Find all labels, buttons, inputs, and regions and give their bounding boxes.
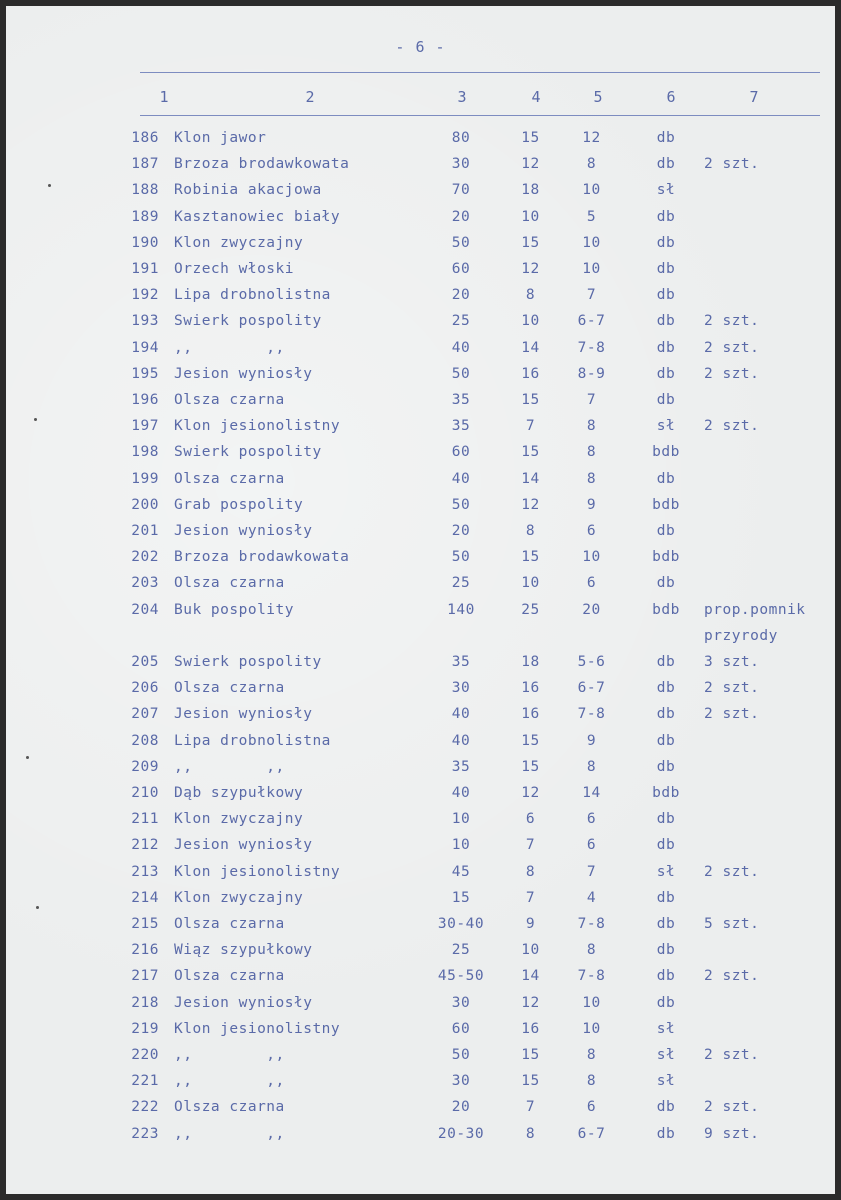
age-value: 40 bbox=[451, 732, 471, 749]
condition-value: db bbox=[656, 994, 676, 1011]
row-number: 200 bbox=[131, 496, 159, 513]
condition-value: db bbox=[656, 680, 676, 697]
species-name: Wiąz szypułkowy bbox=[174, 942, 313, 959]
diameter-value: 9 bbox=[586, 732, 597, 749]
table-row bbox=[6, 864, 835, 890]
species-name: Olsza czarna bbox=[174, 392, 285, 408]
age-value: 40 bbox=[451, 339, 471, 356]
condition-value: db bbox=[656, 575, 676, 592]
remarks-value: prop.pomnik bbox=[704, 601, 806, 618]
height-value: 8 bbox=[525, 863, 536, 880]
remarks-value: 2 szt. bbox=[704, 706, 760, 723]
species-name: Dąb szypułkowy bbox=[174, 785, 304, 801]
condition-value: db bbox=[656, 706, 676, 723]
species-name: Jesion wyniosły bbox=[174, 837, 313, 854]
condition-value: db bbox=[656, 156, 676, 173]
row-number: 223 bbox=[131, 1125, 159, 1142]
age-value: 20 bbox=[451, 287, 471, 304]
table-row bbox=[6, 444, 835, 470]
height-value: 8 bbox=[525, 523, 536, 539]
age-value: 20 bbox=[451, 208, 471, 225]
diameter-value: 8 bbox=[586, 758, 597, 775]
row-number: 221 bbox=[131, 1073, 159, 1090]
table-row bbox=[6, 471, 835, 497]
row-number: 207 bbox=[131, 706, 159, 723]
age-value: 40 bbox=[451, 785, 471, 801]
diameter-value: 6 bbox=[586, 523, 597, 539]
species-name: Brzoza brodawkowata bbox=[174, 549, 350, 566]
species-name: Olsza czarna bbox=[174, 916, 285, 932]
diameter-value: 8 bbox=[586, 1047, 597, 1063]
height-value: 15 bbox=[521, 758, 540, 775]
species-name: ,, ,, bbox=[174, 1125, 285, 1142]
diameter-value: 8-9 bbox=[577, 365, 606, 382]
row-number: 219 bbox=[131, 1020, 159, 1037]
table-row bbox=[6, 1047, 835, 1073]
age-value: 25 bbox=[451, 575, 471, 592]
condition-value: db bbox=[656, 916, 676, 932]
column-header-7: 7 bbox=[749, 88, 759, 106]
row-number: 214 bbox=[131, 889, 159, 906]
species-name: Klon jawor bbox=[174, 130, 267, 146]
paper-speck bbox=[34, 418, 37, 421]
column-header-1: 1 bbox=[159, 88, 169, 106]
species-name: Olsza czarna bbox=[174, 680, 285, 697]
height-value: 12 bbox=[521, 261, 540, 277]
age-value: 25 bbox=[451, 942, 471, 959]
species-name: ,, ,, bbox=[174, 758, 285, 775]
condition-value: db bbox=[656, 261, 676, 277]
species-name: ,, ,, bbox=[174, 339, 285, 356]
remarks-value-continued: przyrody bbox=[704, 627, 778, 644]
diameter-value: 14 bbox=[582, 785, 601, 801]
column-header-4: 4 bbox=[531, 88, 541, 106]
diameter-value: 6 bbox=[586, 575, 597, 592]
table-row bbox=[6, 366, 835, 392]
age-value: 140 bbox=[447, 601, 475, 618]
age-value: 25 bbox=[451, 313, 471, 330]
diameter-value: 6-7 bbox=[577, 1125, 606, 1142]
age-value: 80 bbox=[451, 130, 471, 146]
row-number: 192 bbox=[131, 287, 159, 304]
remarks-value: 2 szt. bbox=[704, 863, 760, 880]
condition-value: db bbox=[656, 130, 676, 146]
height-value: 7 bbox=[525, 1099, 536, 1116]
age-value: 40 bbox=[451, 470, 471, 487]
row-number: 211 bbox=[131, 811, 159, 828]
table-row bbox=[6, 418, 835, 444]
condition-value: db bbox=[656, 313, 676, 330]
table-row bbox=[6, 235, 835, 261]
table-row bbox=[6, 680, 835, 706]
row-number: 198 bbox=[131, 444, 159, 461]
table-row bbox=[6, 1021, 835, 1047]
table-row bbox=[6, 287, 835, 313]
age-value: 30 bbox=[451, 680, 471, 697]
table-row bbox=[6, 706, 835, 732]
height-value: 15 bbox=[521, 732, 540, 749]
table-row bbox=[6, 654, 835, 680]
height-value: 12 bbox=[521, 156, 540, 173]
remarks-value: 2 szt. bbox=[704, 313, 760, 330]
diameter-value: 8 bbox=[586, 1073, 597, 1090]
condition-value: db bbox=[656, 523, 676, 539]
condition-value: db bbox=[656, 470, 676, 487]
diameter-value: 10 bbox=[582, 549, 601, 566]
row-number: 213 bbox=[131, 863, 159, 880]
diameter-value: 20 bbox=[582, 601, 601, 618]
height-value: 14 bbox=[521, 339, 540, 356]
height-value: 6 bbox=[525, 811, 536, 828]
row-number: 208 bbox=[131, 732, 159, 749]
species-name: Olsza czarna bbox=[174, 1099, 285, 1116]
remarks-value: 9 szt. bbox=[704, 1125, 760, 1142]
condition-value: bdb bbox=[652, 549, 680, 566]
species-name: Jesion wyniosły bbox=[174, 523, 313, 539]
height-value: 15 bbox=[521, 549, 540, 566]
diameter-value: 7 bbox=[586, 863, 597, 880]
age-value: 30-40 bbox=[437, 916, 485, 932]
remarks-value: 2 szt. bbox=[704, 968, 760, 985]
table-row bbox=[6, 1099, 835, 1125]
diameter-value: 5 bbox=[586, 208, 597, 225]
condition-value: sł bbox=[656, 418, 676, 435]
age-value: 50 bbox=[451, 234, 471, 251]
paper-speck bbox=[26, 756, 29, 759]
age-value: 35 bbox=[451, 392, 471, 408]
height-value: 10 bbox=[521, 208, 540, 225]
remarks-value: 2 szt. bbox=[704, 1099, 760, 1116]
age-value: 50 bbox=[451, 549, 471, 566]
condition-value: db bbox=[656, 837, 676, 854]
condition-value: db bbox=[656, 234, 676, 251]
condition-value: db bbox=[656, 758, 676, 775]
row-number: 209 bbox=[131, 758, 159, 775]
document-page bbox=[6, 6, 835, 1194]
species-name: Olsza czarna bbox=[174, 470, 285, 487]
age-value: 30 bbox=[451, 156, 471, 173]
remarks-value: 2 szt. bbox=[704, 365, 760, 382]
species-name: Swierk pospolity bbox=[174, 444, 322, 461]
row-number: 188 bbox=[131, 182, 159, 199]
condition-value: db bbox=[656, 287, 676, 304]
diameter-value: 6 bbox=[586, 837, 597, 854]
height-value: 7 bbox=[525, 418, 536, 435]
age-value: 30 bbox=[451, 1073, 471, 1090]
age-value: 35 bbox=[451, 418, 471, 435]
row-number: 220 bbox=[131, 1047, 159, 1063]
species-name: Olsza czarna bbox=[174, 575, 285, 592]
table-row bbox=[6, 995, 835, 1021]
age-value: 15 bbox=[451, 889, 471, 906]
table-row bbox=[6, 1073, 835, 1099]
table-row bbox=[6, 890, 835, 916]
diameter-value: 8 bbox=[586, 418, 597, 435]
table-row bbox=[6, 837, 835, 863]
height-value: 14 bbox=[521, 470, 540, 487]
row-number: 190 bbox=[131, 234, 159, 251]
row-number: 195 bbox=[131, 365, 159, 382]
table-row bbox=[6, 392, 835, 418]
condition-value: sł bbox=[656, 182, 676, 199]
diameter-value: 4 bbox=[586, 889, 597, 906]
table-row bbox=[6, 497, 835, 523]
condition-value: bdb bbox=[652, 601, 680, 618]
row-number: 218 bbox=[131, 994, 159, 1011]
row-number: 199 bbox=[131, 470, 159, 487]
diameter-value: 8 bbox=[586, 470, 597, 487]
species-name: ,, ,, bbox=[174, 1073, 285, 1090]
row-number: 187 bbox=[131, 156, 159, 173]
condition-value: db bbox=[656, 942, 676, 959]
species-name: Lipa drobnolistna bbox=[174, 732, 331, 749]
species-name: Grab pospolity bbox=[174, 496, 304, 513]
remarks-value: 2 szt. bbox=[704, 1047, 760, 1063]
height-value: 10 bbox=[521, 575, 540, 592]
species-name: Orzech włoski bbox=[174, 261, 294, 277]
condition-value: bdb bbox=[652, 444, 680, 461]
header-top-rule bbox=[140, 72, 820, 73]
condition-value: sł bbox=[656, 863, 676, 880]
species-name: Brzoza brodawkowata bbox=[174, 156, 350, 173]
condition-value: db bbox=[656, 392, 676, 408]
age-value: 20 bbox=[451, 1099, 471, 1116]
row-number: 206 bbox=[131, 680, 159, 697]
species-name: Swierk pospolity bbox=[174, 313, 322, 330]
remarks-value: 3 szt. bbox=[704, 654, 760, 670]
height-value: 8 bbox=[525, 287, 536, 304]
diameter-value: 7-8 bbox=[577, 916, 606, 932]
column-header-2: 2 bbox=[305, 88, 315, 106]
height-value: 15 bbox=[521, 1047, 540, 1063]
table-row bbox=[6, 601, 835, 644]
condition-value: db bbox=[656, 889, 676, 906]
age-value: 60 bbox=[451, 1020, 471, 1037]
condition-value: bdb bbox=[652, 785, 680, 801]
condition-value: db bbox=[656, 1099, 676, 1116]
row-number: 186 bbox=[131, 130, 159, 146]
diameter-value: 7 bbox=[586, 392, 597, 408]
species-name: Jesion wyniosły bbox=[174, 994, 313, 1011]
diameter-value: 9 bbox=[586, 496, 597, 513]
condition-value: db bbox=[656, 208, 676, 225]
species-name: Jesion wyniosły bbox=[174, 706, 313, 723]
remarks-value: 2 szt. bbox=[704, 156, 760, 173]
age-value: 50 bbox=[451, 1047, 471, 1063]
diameter-value: 6 bbox=[586, 811, 597, 828]
column-header-3: 3 bbox=[457, 88, 467, 106]
height-value: 15 bbox=[521, 234, 540, 251]
diameter-value: 6 bbox=[586, 1099, 597, 1116]
table-row bbox=[6, 130, 835, 156]
age-value: 40 bbox=[451, 706, 471, 723]
diameter-value: 7-8 bbox=[577, 339, 606, 356]
diameter-value: 10 bbox=[582, 261, 601, 277]
species-name: Robinia akacjowa bbox=[174, 182, 322, 199]
age-value: 60 bbox=[451, 444, 471, 461]
species-name: Klon jesionolistny bbox=[174, 863, 341, 880]
condition-value: db bbox=[656, 732, 676, 749]
height-value: 14 bbox=[521, 968, 540, 985]
age-value: 10 bbox=[451, 811, 471, 828]
species-name: Klon jesionolistny bbox=[174, 418, 341, 435]
height-value: 12 bbox=[521, 785, 540, 801]
height-value: 15 bbox=[521, 444, 540, 461]
diameter-value: 7 bbox=[586, 287, 597, 304]
table-row bbox=[6, 968, 835, 994]
table-row bbox=[6, 733, 835, 759]
condition-value: db bbox=[656, 365, 676, 382]
height-value: 15 bbox=[521, 1073, 540, 1090]
condition-value: db bbox=[656, 654, 676, 670]
species-name: Lipa drobnolistna bbox=[174, 287, 331, 304]
table-row bbox=[6, 942, 835, 968]
table-row bbox=[6, 182, 835, 208]
height-value: 9 bbox=[525, 916, 536, 932]
height-value: 16 bbox=[521, 1020, 540, 1037]
table-row bbox=[6, 523, 835, 549]
row-number: 194 bbox=[131, 339, 159, 356]
remarks-value: 2 szt. bbox=[704, 339, 760, 356]
height-value: 12 bbox=[521, 994, 540, 1011]
age-value: 50 bbox=[451, 365, 471, 382]
column-header-5: 5 bbox=[593, 88, 603, 106]
row-number: 212 bbox=[131, 837, 159, 854]
height-value: 18 bbox=[521, 182, 540, 199]
column-header-6: 6 bbox=[666, 88, 676, 106]
condition-value: sł bbox=[656, 1073, 676, 1090]
remarks-value: 5 szt. bbox=[704, 916, 760, 932]
height-value: 25 bbox=[521, 601, 540, 618]
species-name: Jesion wyniosły bbox=[174, 365, 313, 382]
species-name: Swierk pospolity bbox=[174, 654, 322, 670]
page-number: - 6 - bbox=[395, 38, 446, 56]
row-number: 203 bbox=[131, 575, 159, 592]
row-number: 222 bbox=[131, 1099, 159, 1116]
table-row bbox=[6, 785, 835, 811]
table-row bbox=[6, 916, 835, 942]
condition-value: bdb bbox=[652, 496, 680, 513]
paper-speck bbox=[36, 906, 39, 909]
age-value: 20-30 bbox=[437, 1125, 485, 1142]
height-value: 16 bbox=[521, 680, 540, 697]
diameter-value: 6-7 bbox=[577, 680, 606, 697]
height-value: 15 bbox=[521, 130, 540, 146]
age-value: 70 bbox=[451, 182, 471, 199]
table-row bbox=[6, 209, 835, 235]
age-value: 30 bbox=[451, 994, 471, 1011]
height-value: 15 bbox=[521, 392, 540, 408]
remarks-value: 2 szt. bbox=[704, 418, 760, 435]
age-value: 35 bbox=[451, 654, 471, 670]
table-row bbox=[6, 156, 835, 182]
row-number: 202 bbox=[131, 549, 159, 566]
table-row bbox=[6, 313, 835, 339]
remarks-value: 2 szt. bbox=[704, 680, 760, 697]
row-number: 191 bbox=[131, 261, 159, 277]
species-name: Kasztanowiec biały bbox=[174, 208, 341, 225]
diameter-value: 10 bbox=[582, 1020, 601, 1037]
diameter-value: 10 bbox=[582, 994, 601, 1011]
species-name: Klon jesionolistny bbox=[174, 1020, 341, 1037]
table-row bbox=[6, 549, 835, 575]
height-value: 8 bbox=[525, 1125, 536, 1142]
diameter-value: 8 bbox=[586, 444, 597, 461]
diameter-value: 10 bbox=[582, 234, 601, 251]
condition-value: db bbox=[656, 968, 676, 985]
height-value: 10 bbox=[521, 313, 540, 330]
diameter-value: 8 bbox=[586, 156, 597, 173]
row-number: 205 bbox=[131, 654, 159, 670]
table-row bbox=[6, 811, 835, 837]
row-number: 189 bbox=[131, 208, 159, 225]
diameter-value: 5-6 bbox=[577, 654, 606, 670]
condition-value: db bbox=[656, 339, 676, 356]
row-number: 204 bbox=[131, 601, 159, 618]
diameter-value: 10 bbox=[582, 182, 601, 199]
row-number: 210 bbox=[131, 785, 159, 801]
condition-value: db bbox=[656, 1125, 676, 1142]
age-value: 50 bbox=[451, 496, 471, 513]
row-number: 201 bbox=[131, 523, 159, 539]
species-name: Buk pospolity bbox=[174, 601, 294, 618]
diameter-value: 8 bbox=[586, 942, 597, 959]
header-bottom-rule bbox=[140, 115, 820, 116]
diameter-value: 7-8 bbox=[577, 706, 606, 723]
table-row bbox=[6, 340, 835, 366]
height-value: 7 bbox=[525, 837, 536, 854]
species-name: Olsza czarna bbox=[174, 968, 285, 985]
species-name: Klon zwyczajny bbox=[174, 811, 304, 828]
species-name: Klon zwyczajny bbox=[174, 889, 304, 906]
height-value: 7 bbox=[525, 889, 536, 906]
age-value: 45-50 bbox=[437, 968, 485, 985]
row-number: 197 bbox=[131, 418, 159, 435]
age-value: 60 bbox=[451, 261, 471, 277]
age-value: 10 bbox=[451, 837, 471, 854]
row-number: 216 bbox=[131, 942, 159, 959]
age-value: 35 bbox=[451, 758, 471, 775]
paper-speck bbox=[48, 184, 51, 187]
height-value: 10 bbox=[521, 942, 540, 959]
table-row bbox=[6, 261, 835, 287]
height-value: 16 bbox=[521, 365, 540, 382]
condition-value: sł bbox=[656, 1047, 676, 1063]
height-value: 16 bbox=[521, 706, 540, 723]
condition-value: sł bbox=[656, 1020, 676, 1037]
row-number: 196 bbox=[131, 392, 159, 408]
species-name: Klon zwyczajny bbox=[174, 234, 304, 251]
row-number: 215 bbox=[131, 916, 159, 932]
diameter-value: 6-7 bbox=[577, 313, 606, 330]
age-value: 20 bbox=[451, 523, 471, 539]
species-name: ,, ,, bbox=[174, 1047, 285, 1063]
diameter-value: 7-8 bbox=[577, 968, 606, 985]
condition-value: db bbox=[656, 811, 676, 828]
row-number: 217 bbox=[131, 968, 159, 985]
row-number: 193 bbox=[131, 313, 159, 330]
table-row bbox=[6, 575, 835, 601]
table-row bbox=[6, 759, 835, 785]
table-row bbox=[6, 1126, 835, 1152]
height-value: 18 bbox=[521, 654, 540, 670]
height-value: 12 bbox=[521, 496, 540, 513]
diameter-value: 12 bbox=[582, 130, 601, 146]
age-value: 45 bbox=[451, 863, 471, 880]
